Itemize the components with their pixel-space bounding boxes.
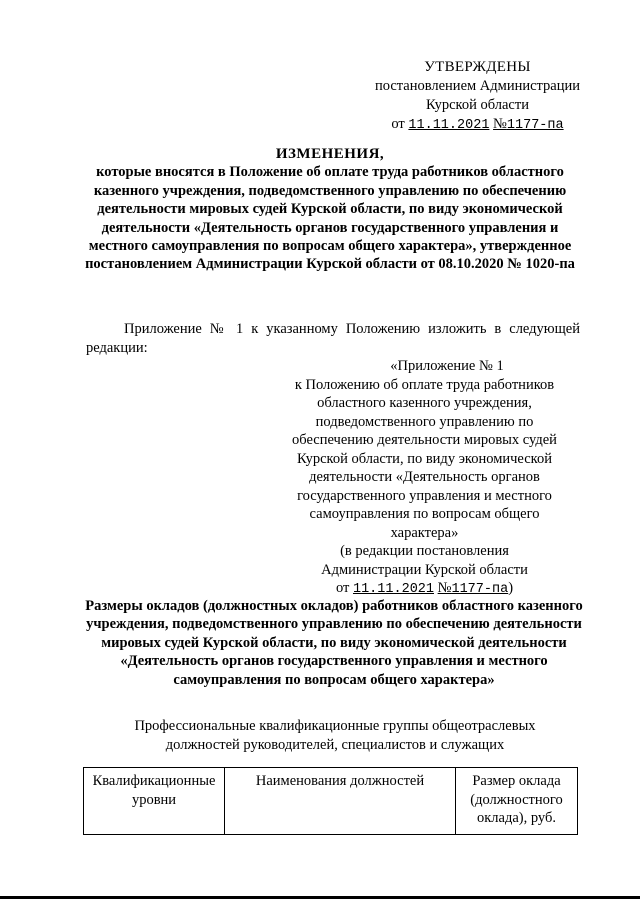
table-header-row — [84, 768, 578, 835]
appendix-number-prefix: № — [437, 580, 452, 596]
approval-date-line — [370, 115, 585, 135]
changes-body: которые вносятся в Положение об оплате труда работников областного казенного учреждения, подведомственного управлению по обеспечению деятельности мировых судей Курской области, по виду экономической деятельности «Деятельность органов государственного управления и местного самоуправления по вопросам общего характера», утвержденное постановлением Администрации Курской области от 08.10.2020 № 1020-па — [85, 164, 575, 273]
appendix-line: «Приложение № 1 — [390, 358, 504, 374]
approval-number: 1177-па — [506, 118, 564, 133]
appendix-line: (в редакции постановления — [340, 543, 509, 559]
header-position-names: Наименования должностей — [225, 768, 456, 835]
appendix-line: характера» — [390, 524, 459, 541]
appendix-line: самоуправления по вопросам общего — [309, 506, 540, 522]
appendix-closing: ) — [508, 580, 514, 596]
intro-paragraph: Приложение № 1 к указанному Положению изложить в следующей редакции: — [86, 321, 580, 356]
appendix-line: к Положению об оплате труда работников — [294, 376, 555, 393]
appendix-line: подведомственного управлению по — [315, 413, 534, 430]
appendix-header — [282, 357, 567, 600]
appendix-date-prefix: от — [335, 580, 350, 596]
appendix-line: обеспечению деятельности мировых судей — [292, 432, 557, 448]
header-salary-size: Размер оклада (должностного оклада), руб. — [456, 768, 578, 835]
groups-title: Профессиональные квалификационные группы общеотраслевых должностей руководителей, специалистов и служащих — [134, 718, 536, 753]
page-bottom-edge — [0, 896, 640, 899]
approval-date-prefix: от — [391, 116, 405, 132]
header-qualification-levels: Квалификационные уровни — [84, 768, 225, 835]
appendix-line: деятельности «Деятельность органов — [309, 469, 540, 485]
appendix-line: Администрации Курской области — [321, 561, 528, 578]
approval-stamp — [370, 58, 585, 135]
qualification-table — [83, 767, 578, 835]
approval-number-prefix: № — [493, 116, 507, 132]
appendix-line: областного казенного учреждения, — [317, 395, 532, 411]
changes-block — [80, 145, 580, 274]
changes-heading: ИЗМЕНЕНИЯ, — [275, 146, 385, 162]
appendix-number: 1177-па — [451, 582, 509, 597]
appendix-date: 11.11.2021 — [352, 582, 434, 597]
approval-date: 11.11.2021 — [408, 118, 490, 133]
appendix-line: Курской области, по виду экономической — [297, 450, 552, 467]
approval-line-2: Курской области — [426, 97, 529, 113]
approval-line-1: постановлением Администрации — [374, 78, 581, 94]
sizes-title: Размеры окладов (должностных окладов) работников областного казенного учреждения, подведомственного управлению по обеспечению деятельности мировых судей Курской области, по виду экономической деятельности «Деятельность органов государственного управления и местного самоуправления по вопросам общего характера» — [85, 598, 583, 688]
approval-title: УТВЕРЖДЕНЫ — [424, 59, 531, 75]
appendix-line: государственного управления и местного — [297, 487, 552, 504]
